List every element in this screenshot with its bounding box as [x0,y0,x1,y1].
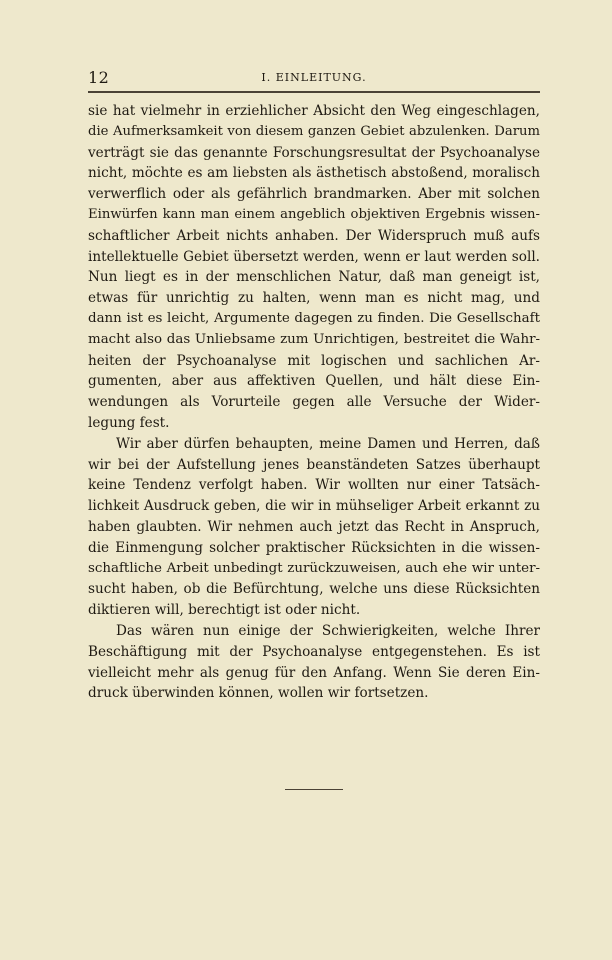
text-line: Das wären nun einige der Schwierigkeiten, welche Ihrer [116,622,540,639]
text-line: lichkeit Ausdruck geben, die wir in mühseliger Arbeit erkannt zu [88,498,540,515]
text-line: etwas für unrichtig zu halten, wenn man es nicht mag, und [88,290,540,307]
page-number: 12 [88,68,110,87]
body-text [88,101,540,704]
text-line: verwerflich oder als gefährlich brandmarken. Aber mit solchen [88,186,540,203]
text-line: heiten der Psychoanalyse mit logischen und sachlichen Ar- [88,352,540,369]
text-line: macht also das Unliebsame zum Unrichtigen, bestreitet die Wahr- [88,331,540,347]
text-line: sie hat vielmehr in erziehlicher Absicht den Weg eingeschlagen, [88,103,540,119]
text-line: druck überwinden können, wollen wir fortsetzen. [88,685,429,702]
text-line: haben glaubten. Wir nehmen auch jetzt das Recht in Anspruch, [88,518,540,535]
running-head [88,68,540,90]
text-line: Wir aber dürfen behaupten, meine Damen und Herren, daß [116,435,540,452]
text-line: Nun liegt es in der menschlichen Natur, daß man geneigt ist, [88,269,540,286]
text-line: schaftlicher Arbeit nichts anhaben. Der Widerspruch muß aufs [88,227,540,244]
text-line: die Aufmerksamkeit von diesem ganzen Gebiet abzulenken. Darum [88,123,540,139]
text-line: legung fest. [88,414,170,431]
text-line: keine Tendenz verfolgt haben. Wir wollten nur einer Tatsäch- [88,477,540,494]
text-line: dann ist es leicht, Argumente dagegen zu finden. Die Gesellschaft [88,310,540,326]
text-line: wir bei der Aufstellung jenes beanständeten Satzes überhaupt [88,456,540,473]
text-line: verträgt sie das genannte Forschungsresultat der Psychoanalyse [88,144,540,161]
text-line: diktieren will, berechtigt ist oder nicht. [88,602,361,619]
text-line: die Einmengung solcher praktischer Rücksichten in die wissen- [88,539,540,556]
text-line: schaftliche Arbeit unbedingt zurückzuweisen, auch ehe wir unter- [88,560,540,576]
closing-rule [285,789,343,790]
text-line: gumenten, aber aus affektiven Quellen, und hält diese Ein- [88,373,540,390]
header-rule [88,91,540,93]
text-line: wendungen als Vorurteile gegen alle Versuche der Wider- [88,394,540,411]
section-title: I. EINLEITUNG. [261,71,367,84]
text-line: intellektuelle Gebiet übersetzt werden, wenn er laut werden soll. [88,248,540,265]
text-line: sucht haben, ob die Befürchtung, welche uns diese Rücksichten [88,581,540,598]
text-line: vielleicht mehr als genug für den Anfang. Wenn Sie deren Ein- [88,664,540,681]
text-line: nicht, möchte es am liebsten als ästhetisch abstoßend, moralisch [88,165,540,182]
text-line: Beschäftigung mit der Psychoanalyse entgegenstehen. Es ist [88,643,540,660]
text-line: Einwürfen kann man einem angeblich objektiven Ergebnis wissen- [88,206,540,222]
